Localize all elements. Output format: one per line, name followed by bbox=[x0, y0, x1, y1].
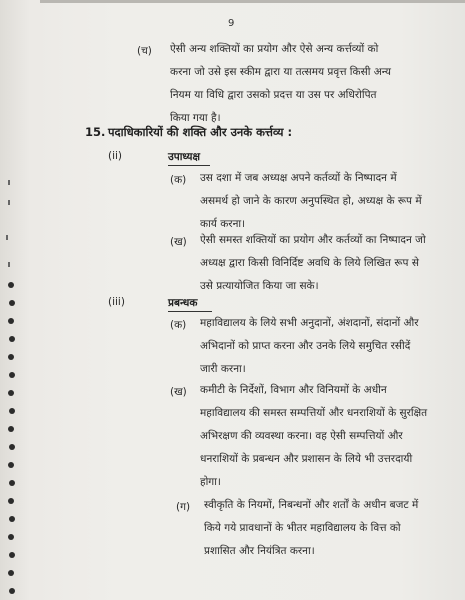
part-iii-kha-line-1: कमीटी के निर्देशों, विभाग और विनियमों के अधीन bbox=[200, 384, 387, 396]
page-top-edge bbox=[40, 0, 465, 3]
item-ch-line-1: ऐसी अन्य शक्तियों का प्रयोग और ऐसे अन्य कर्त्तव्यों को bbox=[170, 43, 379, 55]
part-ii-kha-label: (ख) bbox=[170, 236, 187, 248]
part-iii-kha-label: (ख) bbox=[170, 386, 187, 398]
part-iii-ga-label: (ग) bbox=[176, 501, 191, 513]
section-15-number: 15. bbox=[85, 125, 106, 139]
part-ii-kha-line-1: ऐसी समस्त शक्तियों का प्रयोग और कर्तव्यों का निष्पादन जो bbox=[200, 234, 426, 246]
part-ii-kha-line-3: उसे प्रत्यायोजित किया जा सके। bbox=[200, 280, 319, 292]
item-ch-line-2: करना जो उसे इस स्कीम द्वारा या तत्समय प्रवृत्त किसी अन्य bbox=[170, 66, 391, 78]
part-iii-ka-line-2: अभिदानों को प्राप्त करना और उनके लिये समुचित रसीदें bbox=[200, 340, 411, 352]
item-ch-label: (च) bbox=[137, 45, 152, 57]
part-iii-ka-line-3: जारी करना। bbox=[200, 363, 246, 375]
part-ii-ka-line-3: कार्य करना। bbox=[200, 218, 246, 230]
section-15-title: पदाधिकारियों की शक्ति और उनके कर्त्तव्य : bbox=[108, 125, 293, 139]
part-iii-ka-label: (क) bbox=[170, 319, 187, 331]
part-iii-ga-line-1: स्वीकृति के नियमों, निबन्धनों और शर्तों के अधीन बजट में bbox=[204, 499, 419, 511]
part-iii-kha-line-4: धनराशियों के प्रबन्धन और प्रशासन के लिये भी उत्तरदायी bbox=[200, 453, 413, 465]
part-ii-title: उपाध्यक्ष bbox=[168, 151, 201, 163]
part-ii-title-underline bbox=[168, 165, 210, 166]
item-ch-line-3: नियम या विधि द्वारा उसको प्रदत्त या उस पर अधिरोपित bbox=[170, 89, 377, 101]
part-iii-ga-line-3: प्रशासित और नियंत्रित करना। bbox=[204, 545, 315, 557]
part-ii-numeral: (ii) bbox=[108, 150, 123, 162]
item-ch-line-4: किया गया है। bbox=[170, 112, 221, 124]
part-iii-kha-line-5: होगा। bbox=[200, 476, 221, 488]
part-ii-ka-line-1: उस दशा में जब अध्यक्ष अपने कर्तव्यों के निष्पादन में bbox=[200, 172, 397, 184]
part-ii-ka-line-2: असमर्थ हो जाने के कारण अनुपस्थित हो, अध्यक्ष के रूप में bbox=[200, 195, 422, 207]
part-iii-kha-line-2: महाविद्यालय की समस्त सम्पत्तियों और धनराशियों के सुरक्षित bbox=[200, 407, 428, 419]
part-iii-title: प्रबन्धक bbox=[168, 297, 198, 309]
part-iii-ga-line-2: किये गये प्रावधानों के भीतर महाविद्यालय के वित्त को bbox=[204, 522, 401, 534]
part-ii-ka-label: (क) bbox=[170, 174, 187, 186]
binding-holes bbox=[0, 0, 30, 600]
page-number: 9 bbox=[228, 18, 235, 29]
part-iii-kha-line-3: अभिरक्षण की व्यवस्था करना। वह ऐसी सम्पत्तियों और bbox=[200, 430, 403, 442]
part-iii-ka-line-1: महाविद्यालय के लिये सभी अनुदानों, अंशदानों, संदानों और bbox=[200, 317, 419, 329]
part-iii-numeral: (iii) bbox=[108, 296, 125, 308]
part-ii-kha-line-2: अध्यक्ष द्वारा किसी विनिर्दिष्ट अवधि के लिये लिखित रूप से bbox=[200, 257, 419, 269]
